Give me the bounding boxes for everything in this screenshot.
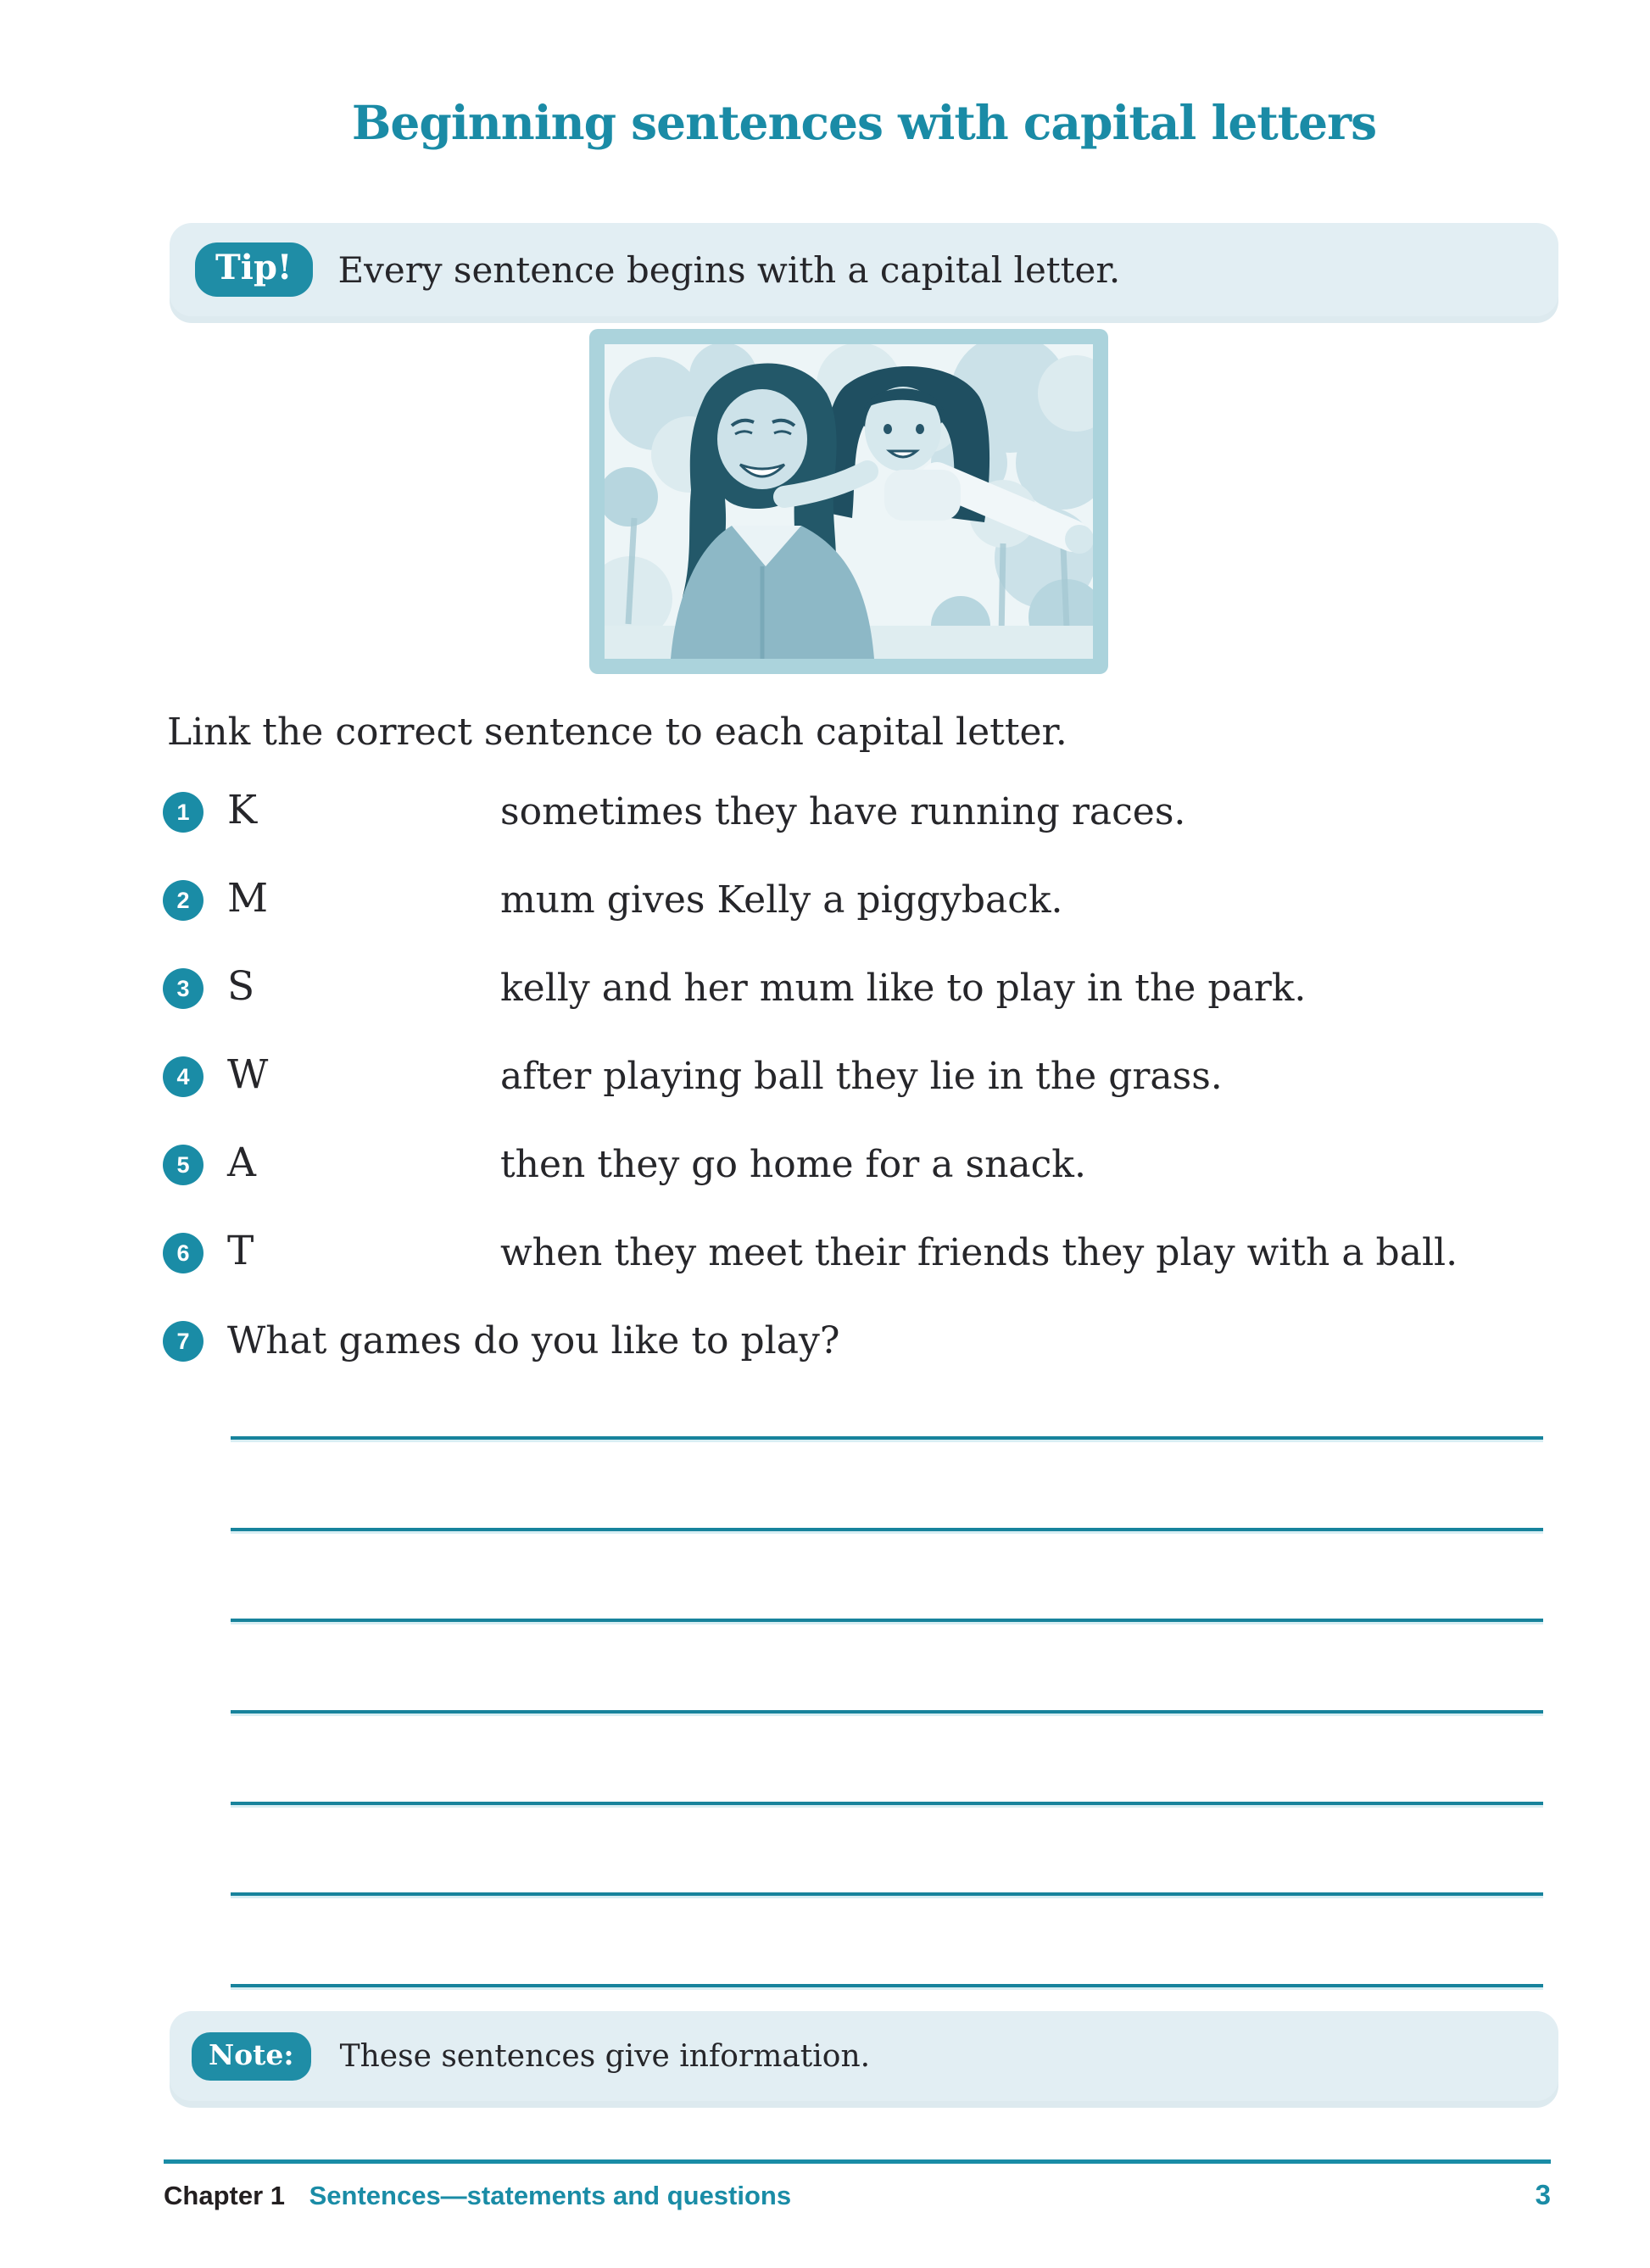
item-question: What games do you like to play? — [227, 1319, 840, 1362]
item-capital-letter: W — [227, 1051, 269, 1098]
footer-chapter-label: Chapter 1 — [164, 2181, 285, 2210]
item-capital-letter: M — [227, 875, 269, 922]
mum-daughter-piggyback-photo — [605, 344, 1093, 659]
footer-section-title: Sentences—statements and questions — [309, 2181, 792, 2210]
photo-frame — [589, 329, 1108, 674]
note-box — [170, 2011, 1558, 2101]
footer — [164, 2181, 1551, 2215]
item-sentence: kelly and her mum like to play in the park. — [500, 967, 1307, 1010]
item-number-badge: 3 — [163, 968, 203, 1009]
list-item — [0, 787, 1650, 836]
item-number-badge: 4 — [163, 1056, 203, 1097]
item-sentence: when they meet their friends they play with a ball. — [500, 1231, 1458, 1274]
writing-line — [231, 1984, 1543, 1990]
item-sentence: after playing ball they lie in the grass. — [500, 1055, 1223, 1098]
writing-line — [231, 1528, 1543, 1534]
note-text: These sentences give information. — [339, 2038, 871, 2074]
list-item — [0, 1140, 1650, 1189]
tip-badge: Tip! — [195, 242, 313, 297]
instruction: Link the correct sentence to each capital letter. — [167, 710, 1067, 754]
writing-line — [231, 1710, 1543, 1716]
writing-line — [231, 1802, 1543, 1808]
footer-page-number: 3 — [1535, 2179, 1551, 2210]
writing-line — [231, 1892, 1543, 1898]
tip-text: Every sentence begins with a capital letter. — [337, 248, 1121, 291]
item-sentence: then they go home for a snack. — [500, 1143, 1086, 1186]
list-item — [0, 1051, 1650, 1101]
page-title: Beginning sentences with capital letters — [351, 95, 1377, 150]
list-item — [0, 875, 1650, 924]
list-item — [0, 963, 1650, 1012]
item-sentence: sometimes they have running races. — [500, 790, 1186, 833]
item-number-badge: 7 — [163, 1321, 203, 1362]
note-badge: Note: — [192, 2032, 311, 2081]
item-number-badge: 1 — [163, 792, 203, 833]
item-capital-letter: A — [227, 1140, 256, 1186]
tip-box — [170, 223, 1558, 316]
item-sentence: mum gives Kelly a piggyback. — [500, 878, 1063, 922]
list-item-question — [0, 1321, 1650, 1365]
item-capital-letter: K — [227, 787, 258, 833]
writing-line — [231, 1436, 1543, 1442]
item-number-badge: 6 — [163, 1233, 203, 1273]
item-number-badge: 2 — [163, 880, 203, 921]
item-capital-letter: T — [227, 1228, 254, 1274]
item-number-badge: 5 — [163, 1145, 203, 1185]
writing-line — [231, 1619, 1543, 1624]
footer-rule — [164, 2159, 1551, 2164]
list-item — [0, 1228, 1650, 1277]
item-capital-letter: S — [227, 963, 255, 1010]
